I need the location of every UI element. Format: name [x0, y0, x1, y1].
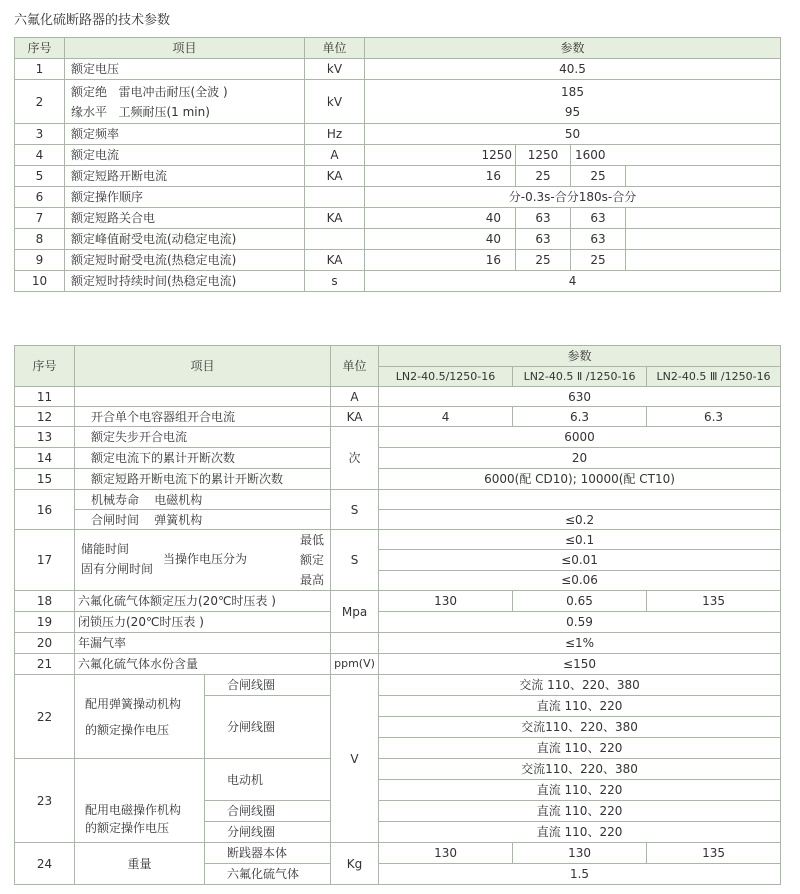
row-item: [75, 387, 331, 407]
coil-label: 分闸线圈: [205, 822, 331, 843]
table-row: [15, 490, 781, 510]
row-unit: Kg: [331, 843, 379, 885]
row-unit: [331, 633, 379, 654]
row-no: 5: [15, 166, 65, 187]
value-c: 6.3: [647, 407, 781, 427]
value-b: 130: [513, 843, 647, 864]
table-row: [15, 387, 781, 407]
row-no: 11: [15, 387, 75, 407]
motor-label: 电动机: [205, 759, 331, 801]
item-part: 额定绝: [71, 84, 108, 99]
row-unit: KA: [305, 208, 365, 229]
row-item: 额定短时持续时间(热稳定电流): [65, 271, 305, 292]
row-no: 15: [15, 469, 75, 490]
table-row: [15, 448, 781, 469]
value-a: 40: [365, 229, 516, 250]
table-row: [15, 633, 781, 654]
item-part: 雷电冲击耐压(全波 ): [118, 84, 228, 99]
value-c: 63: [571, 229, 626, 250]
row-no: 7: [15, 208, 65, 229]
row-unit: S: [331, 530, 379, 591]
table-row: [15, 208, 781, 229]
row-item: 额定峰值耐受电流(动稳定电流): [65, 229, 305, 250]
row-value: 6000: [379, 427, 781, 448]
row-item: 额定短路开断电流: [65, 166, 305, 187]
row-value: ≤0.01: [379, 550, 781, 570]
sub-item: 六氟化硫气体: [205, 864, 331, 885]
table-header: [15, 346, 781, 367]
row-item: [75, 530, 331, 591]
row-unit: Hz: [305, 124, 365, 145]
item-part: 缘水平: [71, 104, 108, 119]
row-unit: KA: [305, 250, 365, 271]
sub-item: 断践器本体: [205, 843, 331, 864]
row-no: 12: [15, 407, 75, 427]
table-row: [15, 59, 781, 80]
row-value: 4: [365, 271, 781, 292]
row-value: ≤0.2: [379, 510, 781, 530]
row-item: 额定频率: [65, 124, 305, 145]
table-row: [15, 145, 781, 166]
row-unit: V: [331, 675, 379, 843]
spec-table-2: [14, 345, 781, 885]
item-part: 的额定操作电压: [85, 820, 170, 835]
row-value: 分-0.3s-合分180s-合分: [365, 187, 781, 208]
row-no: 3: [15, 124, 65, 145]
header-unit: 单位: [331, 346, 379, 387]
table-header: [15, 38, 781, 59]
row-value: 交流110、220、380: [379, 759, 781, 780]
header-no: 序号: [15, 38, 65, 59]
row-no: 10: [15, 271, 65, 292]
row-no: 6: [15, 187, 65, 208]
row-unit: kV: [305, 80, 365, 124]
row-unit: 次: [331, 427, 379, 490]
row-item: 额定短时耐受电流(热稳定电流): [65, 250, 305, 271]
value-c: 135: [647, 591, 781, 612]
item-part: 工频耐压(1 min): [118, 104, 210, 119]
table-row: [15, 530, 781, 550]
table-row: [15, 510, 781, 530]
row-no: 23: [15, 759, 75, 843]
table-row: [15, 80, 781, 124]
row-unit: kV: [305, 59, 365, 80]
row-no: 21: [15, 654, 75, 675]
row-item: [75, 675, 205, 759]
row-value: 直流 110、220: [379, 696, 781, 717]
value-a: 16: [365, 166, 516, 187]
row-item: 额定电流下的累计开断次数: [75, 448, 331, 469]
row-unit: A: [305, 145, 365, 166]
value-b: 1250: [516, 145, 571, 166]
row-no: 14: [15, 448, 75, 469]
row-value: [365, 80, 781, 124]
row-value: 直流 110、220: [379, 822, 781, 843]
row-no: 18: [15, 591, 75, 612]
value-a: 130: [379, 843, 513, 864]
value-b: 0.65: [513, 591, 647, 612]
row-no: 2: [15, 80, 65, 124]
row-value: 交流 110、220、380: [379, 675, 781, 696]
row-unit: Mpa: [331, 591, 379, 633]
row-no: 20: [15, 633, 75, 654]
row-item: [75, 759, 205, 843]
coil-label: 合闸线圈: [205, 675, 331, 696]
model-1: LN2-40.5/1250-16: [379, 367, 513, 387]
table-row: [15, 759, 781, 780]
spec-table-1: [14, 37, 781, 292]
row-value: 0.59: [379, 612, 781, 633]
item-part: 配用弹簧操动机构: [85, 696, 182, 711]
table-row: [15, 427, 781, 448]
item-part: 储能时间: [81, 542, 130, 556]
row-no: 13: [15, 427, 75, 448]
table-row: [15, 591, 781, 612]
row-unit: S: [331, 490, 379, 530]
row-unit: A: [331, 387, 379, 407]
row-value: ≤0.06: [379, 570, 781, 590]
row-no: 24: [15, 843, 75, 885]
table-row: [15, 124, 781, 145]
header-no: 序号: [15, 346, 75, 387]
value-b: 25: [516, 166, 571, 187]
row-no: 17: [15, 530, 75, 591]
table-row: [15, 250, 781, 271]
level-high: 最高: [300, 573, 325, 587]
page-title: 六氟化硫断路器的技术参数: [14, 13, 171, 28]
row-no: 4: [15, 145, 65, 166]
value-c: 25: [571, 250, 626, 271]
coil-label: 分闸线圈: [205, 696, 331, 759]
table-row: [15, 675, 781, 696]
row-unit: KA: [305, 166, 365, 187]
row-item: 开合单个电容器组开合电流: [75, 407, 331, 427]
row-value: 50: [365, 124, 781, 145]
row-value: 直流 110、220: [379, 801, 781, 822]
value-c: 135: [647, 843, 781, 864]
coil-label: 合闸线圈: [205, 801, 331, 822]
table-row: [15, 166, 781, 187]
level-rated: 额定: [300, 553, 325, 567]
item-part: 的额定操作电压: [85, 722, 170, 737]
item-part: 固有分闸时间: [81, 562, 154, 576]
value-b: 63: [516, 229, 571, 250]
row-value: 20: [379, 448, 781, 469]
row-item: [75, 510, 331, 530]
row-value: 直流 110、220: [379, 780, 781, 801]
level-low: 最低: [300, 533, 325, 547]
value-b: 25: [516, 250, 571, 271]
row-item: 六氟化硫气体水份含量: [75, 654, 331, 675]
row-item: [75, 490, 331, 510]
row-value: 1.5: [379, 864, 781, 885]
value-c: 1600: [571, 145, 781, 166]
item-part: 电磁机构: [154, 492, 203, 507]
row-no: 19: [15, 612, 75, 633]
row-item: 六氟化硫气体额定压力(20℃时压表 ): [75, 591, 331, 612]
value-c: 63: [571, 208, 626, 229]
row-no: 8: [15, 229, 65, 250]
table-row: [15, 654, 781, 675]
model-2: LN2-40.5 Ⅱ /1250-16: [513, 367, 647, 387]
item-part: 机械寿命: [91, 492, 140, 507]
row-unit: s: [305, 271, 365, 292]
table-row: [15, 843, 781, 864]
row-value: ≤1%: [379, 633, 781, 654]
row-value: 40.5: [365, 59, 781, 80]
model-3: LN2-40.5 Ⅲ /1250-16: [647, 367, 781, 387]
row-unit: [305, 187, 365, 208]
row-no: 9: [15, 250, 65, 271]
value-a: 130: [379, 591, 513, 612]
table-row: [15, 187, 781, 208]
item-part: 弹簧机构: [154, 512, 203, 527]
row-item: [65, 80, 305, 124]
row-item: 闭锁压力(20℃时压表 ): [75, 612, 331, 633]
row-item: 额定电流: [65, 145, 305, 166]
row-item: 额定操作顺序: [65, 187, 305, 208]
item-part: 配用电磁操作机构: [85, 802, 182, 817]
row-item: 年漏气率: [75, 633, 331, 654]
row-value: 6000(配 CD10); 10000(配 CT10): [379, 469, 781, 490]
value-a: 16: [365, 250, 516, 271]
empty-cell: [626, 208, 781, 229]
row-no: 22: [15, 675, 75, 759]
table-row: [15, 469, 781, 490]
header-item: 项目: [75, 346, 331, 387]
row-value: 630: [379, 387, 781, 407]
row-value: 交流110、220、380: [379, 717, 781, 738]
value-line: 185: [561, 84, 584, 99]
empty-cell: [626, 250, 781, 271]
row-value: ≤150: [379, 654, 781, 675]
item-part: 当操作电压分为: [163, 552, 248, 566]
value-b: 6.3: [513, 407, 647, 427]
table-row: [15, 612, 781, 633]
empty-cell: [626, 229, 781, 250]
empty-cell: [626, 166, 781, 187]
table-row: [15, 229, 781, 250]
row-no: 1: [15, 59, 65, 80]
row-unit: [305, 229, 365, 250]
item-part: 合闸时间: [91, 512, 140, 527]
value-a: 1250: [365, 145, 516, 166]
header-item: 项目: [65, 38, 305, 59]
row-item: 额定短路关合电: [65, 208, 305, 229]
row-unit: KA: [331, 407, 379, 427]
header-params: 参数: [379, 346, 781, 367]
value-a: 40: [365, 208, 516, 229]
row-unit: ppm(V): [331, 654, 379, 675]
row-item: 额定失步开合电流: [75, 427, 331, 448]
row-item: 重量: [75, 843, 205, 885]
row-item: 额定电压: [65, 59, 305, 80]
value-c: 25: [571, 166, 626, 187]
row-value: ≤0.1: [379, 530, 781, 550]
row-value: 直流 110、220: [379, 738, 781, 759]
row-item: 额定短路开断电流下的累计开断次数: [75, 469, 331, 490]
row-value: [379, 490, 781, 510]
value-line: 95: [564, 104, 581, 119]
value-a: 4: [379, 407, 513, 427]
header-params: 参数: [365, 38, 781, 59]
header-unit: 单位: [305, 38, 365, 59]
row-no: 16: [15, 490, 75, 530]
table-row: [15, 407, 781, 427]
table-row: [15, 271, 781, 292]
value-b: 63: [516, 208, 571, 229]
